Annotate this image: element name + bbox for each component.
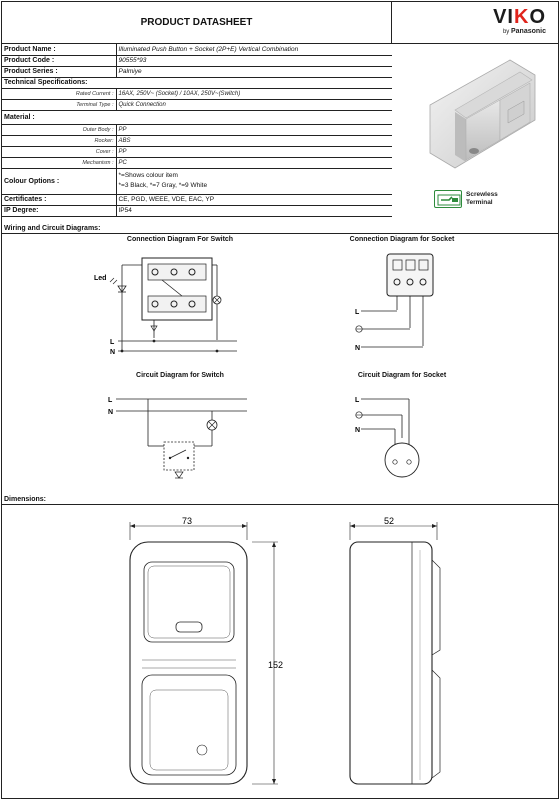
spec-row-certificates — [2, 194, 392, 205]
spec-value: ABS — [116, 135, 392, 146]
spec-row-mechanism — [2, 157, 392, 168]
dim-height: 152 — [268, 660, 284, 670]
circ-socket-N-label: N — [355, 427, 361, 434]
brand-parent: Panasonic — [510, 28, 546, 35]
front-view — [130, 542, 247, 784]
spec-section-label: Technical Specifications: — [2, 77, 392, 88]
spec-sublabel: Outer Body : — [2, 124, 116, 135]
conn-socket-title: Connection Diagram for Socket — [349, 236, 455, 243]
spec-row-product-series — [2, 66, 392, 77]
circ-switch-title: Circuit Diagram for Switch — [136, 372, 224, 379]
product-image — [400, 50, 550, 175]
spec-label: Product Code : — [2, 55, 116, 66]
spec-row-outer-body — [2, 124, 392, 135]
circ-socket-L-label: L — [355, 397, 360, 404]
datasheet-frame — [1, 1, 559, 799]
circ-N-label: N — [108, 409, 114, 416]
screwless-terminal-icon — [434, 190, 462, 208]
spec-row-colour-options — [2, 168, 392, 194]
connection-diagram-socket — [347, 250, 457, 360]
spec-row-ip-degree — [2, 205, 392, 216]
spec-value — [116, 168, 392, 194]
spec-section-label: Material : — [2, 110, 392, 124]
circ-L-label: L — [108, 397, 113, 404]
socket-N-label: N — [355, 345, 361, 352]
spec-value: 90555*93 — [116, 55, 392, 66]
brand-name-mark: K — [513, 6, 530, 28]
spec-row-product-code — [2, 55, 392, 66]
spec-label: Certificates : — [2, 194, 116, 205]
spec-value: 16AX, 250V~ (Socket) / 10AX, 250V~(Switch) — [116, 88, 392, 99]
spec-row-terminal-type — [2, 99, 392, 110]
line-N-label: N — [110, 349, 116, 356]
screwless-terminal-badge — [434, 190, 498, 208]
spec-label: Product Series : — [2, 66, 116, 77]
badge-line-1: Screwless — [466, 191, 498, 198]
spec-row-cover — [2, 146, 392, 157]
colour-line-2: *=3 Black, *=7 Gray, *=9 White — [118, 182, 208, 189]
conn-switch-title: Connection Diagram For Switch — [126, 236, 234, 243]
spec-label: Product Name : — [2, 44, 116, 55]
line-L-label: L — [110, 339, 115, 346]
spec-value: IP54 — [116, 205, 392, 216]
brand-logo — [493, 7, 546, 35]
brand-by: by — [502, 29, 510, 35]
spec-table — [2, 44, 392, 217]
spec-value: PP — [116, 124, 392, 135]
spec-value: CE, PGD, WEEE, VDE, EAC, YP — [116, 194, 392, 205]
spec-value: Quick Connection — [116, 99, 392, 110]
badge-line-2: Terminal — [466, 199, 493, 206]
connection-diagram-switch — [92, 250, 242, 360]
spec-row-rated-current — [2, 88, 392, 99]
spec-sublabel: Cover : — [2, 146, 116, 157]
spec-value: Illuminated Push Button + Socket (2P+E) Vertical Combination — [116, 44, 392, 55]
spec-value: Palmiye — [116, 66, 392, 77]
spec-row-technical — [2, 77, 392, 88]
brand-name-right: O — [529, 6, 546, 28]
dimensions-section-title: Dimensions: — [2, 494, 558, 505]
spec-sublabel: Mechanism : — [2, 157, 116, 168]
page-title: PRODUCT DATASHEET — [2, 2, 392, 44]
circuit-diagram-socket — [347, 386, 457, 496]
spec-sublabel: Rocker: — [2, 135, 116, 146]
colour-line-1: *=Shows colour item — [118, 172, 178, 179]
dimension-drawing — [102, 510, 552, 795]
spec-sublabel: Terminal Type : — [2, 99, 116, 110]
spec-row-rocker — [2, 135, 392, 146]
brand-logo-area — [392, 2, 558, 44]
spec-label: Colour Options : — [2, 168, 116, 194]
side-view — [350, 542, 432, 784]
spec-label: IP Degree: — [2, 205, 116, 216]
circuit-diagram-switch — [102, 386, 252, 496]
spec-value: PC — [116, 157, 392, 168]
dim-depth: 52 — [384, 516, 395, 526]
circ-socket-title: Circuit Diagram for Socket — [357, 372, 447, 379]
wiring-section-title: Wiring and Circuit Diagrams: — [2, 223, 558, 234]
dim-width: 73 — [182, 516, 193, 526]
spec-value: PP — [116, 146, 392, 157]
spec-row-product-name — [2, 44, 392, 55]
spec-row-material — [2, 110, 392, 124]
brand-name-left: VI — [493, 6, 514, 28]
led-label: Led — [94, 275, 107, 282]
socket-L-label: L — [355, 309, 360, 316]
spec-sublabel: Rated Current : — [2, 88, 116, 99]
